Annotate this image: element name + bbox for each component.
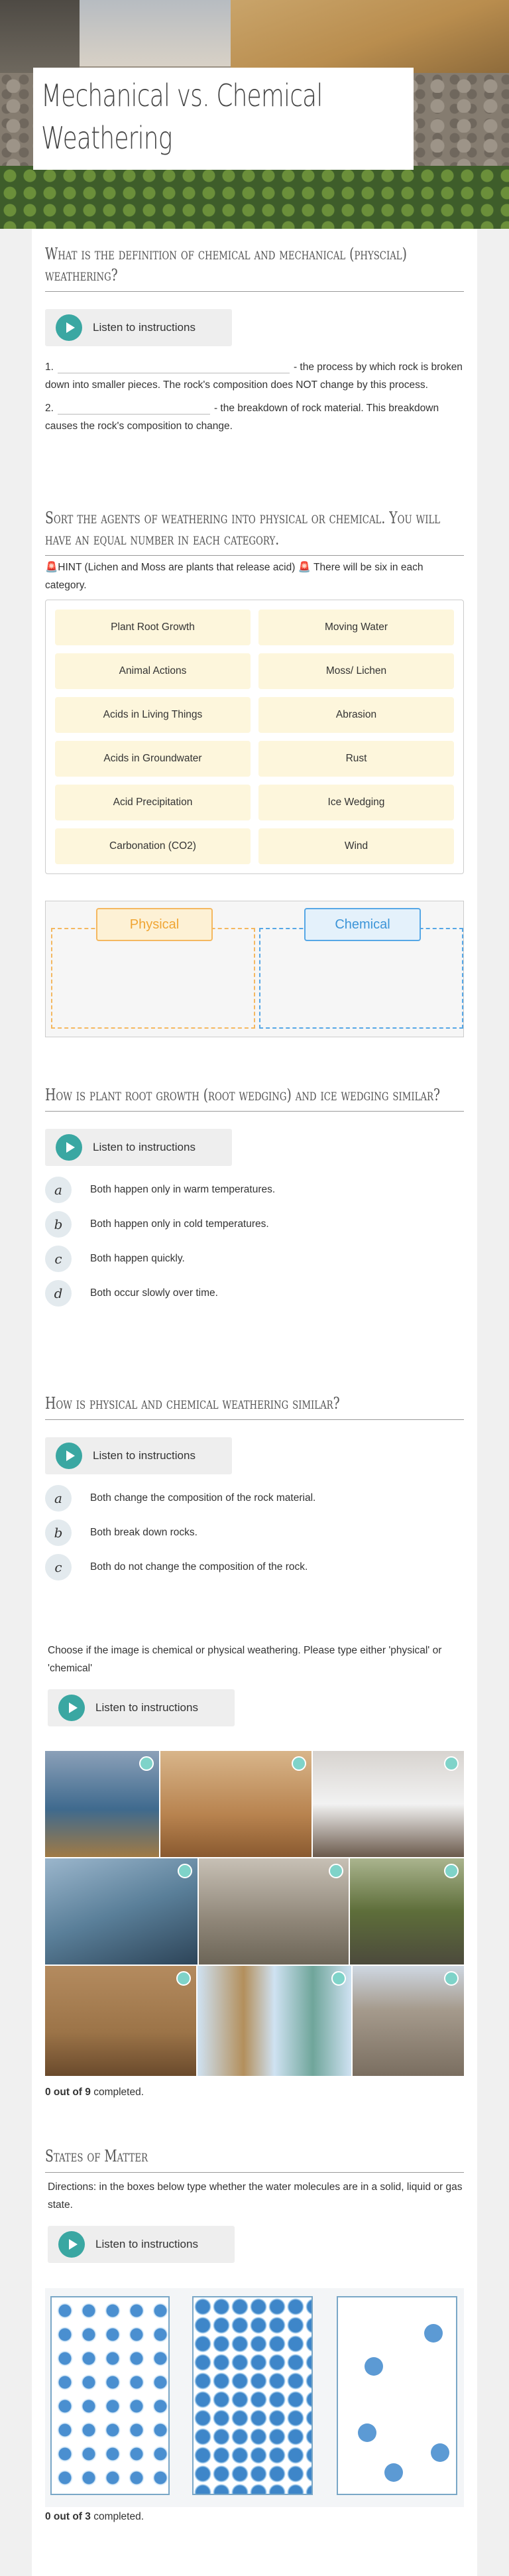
question-title: Sort the agents of weathering into physical or chemical. You will have an equal number in each category.	[45, 509, 441, 548]
weathering-image-grid	[45, 1751, 464, 2083]
image-progress: 0 out of 9 completed.	[45, 2087, 144, 2098]
sort-chip[interactable]: Acids in Living Things	[55, 697, 251, 733]
question-title: What is the definition of chemical and mechanical (physcial) weathering?	[45, 245, 407, 285]
sort-bins	[45, 901, 464, 1037]
choice-option[interactable]: c Both happen quickly.	[45, 1246, 464, 1272]
water-molecule-icon	[365, 2357, 383, 2376]
fill-blank-2: 2. - the breakdown of rock material. This breakdown causes the rock's composition to change.	[45, 403, 439, 432]
hotspot-icon[interactable]	[444, 1971, 459, 1986]
question-sort	[45, 507, 464, 1037]
blank-input-2[interactable]	[58, 403, 210, 415]
listen-button[interactable]: Listen to instructions	[45, 1437, 232, 1474]
listen-button[interactable]: Listen to instructions	[48, 1689, 235, 1726]
water-molecule-icon	[424, 2324, 443, 2343]
sort-chip[interactable]: Ice Wedging	[258, 785, 454, 820]
listen-button[interactable]: Listen to instructions	[48, 2226, 235, 2263]
play-icon	[56, 1134, 82, 1161]
pebble-beach-image	[353, 1966, 464, 2076]
glacier-image	[45, 1858, 198, 1964]
instructions-text: Directions: in the boxes below type whether the water molecules are in a solid, liquid or gas state.	[48, 2181, 463, 2211]
snowy-statue-image	[313, 1751, 464, 1857]
states-progress: 0 out of 3 completed.	[45, 2511, 144, 2522]
play-icon	[56, 1443, 82, 1469]
choice-list	[45, 1177, 464, 1307]
hotspot-icon[interactable]	[444, 1864, 459, 1878]
sort-chip[interactable]: Wind	[258, 828, 454, 864]
worksheet-card	[32, 229, 477, 2576]
sort-chip[interactable]: Moss/ Lichen	[258, 653, 454, 689]
choice-option[interactable]: a Both happen only in warm temperatures.	[45, 1177, 464, 1203]
hint-text: 🚨HINT (Lichen and Moss are plants that release acid) 🚨 There will be six in each category.	[45, 562, 424, 591]
chemical-bin-label: Chemical	[304, 908, 421, 941]
choice-option[interactable]: d Both occur slowly over time.	[45, 1280, 464, 1307]
play-icon	[58, 1695, 85, 1721]
burrowing-animal-image	[45, 1966, 196, 2076]
question-title: States of Matter	[45, 2147, 148, 2165]
sort-chip[interactable]: Carbonation (CO2)	[55, 828, 251, 864]
sort-chip[interactable]: Acids in Groundwater	[55, 741, 251, 777]
sort-items-bank	[45, 600, 464, 874]
gas-molecules-box[interactable]	[337, 2296, 457, 2495]
question-definition	[45, 243, 464, 435]
choice-option[interactable]: b Both break down rocks.	[45, 1519, 464, 1546]
header-banner-image	[0, 0, 509, 229]
question-root-ice	[45, 1084, 464, 1315]
fill-blank-1: 1. - the process by which rock is broken down into smaller pieces. The rock's composition does NOT change by this process.	[45, 361, 463, 391]
sort-chip[interactable]: Plant Root Growth	[55, 610, 251, 645]
choice-option[interactable]: c Both do not change the composition of the rock.	[45, 1554, 464, 1580]
play-icon	[56, 314, 82, 341]
listen-button[interactable]: Listen to instructions	[45, 309, 232, 346]
hotspot-icon[interactable]	[176, 1971, 191, 1986]
dust-storm-image	[160, 1751, 311, 1857]
split-rock-image	[199, 1858, 349, 1964]
page-title: Mechanical vs. Chemical Weathering	[41, 78, 323, 156]
water-molecule-icon	[431, 2443, 449, 2462]
listen-button[interactable]: Listen to instructions	[45, 1129, 232, 1166]
hotspot-icon[interactable]	[292, 1756, 306, 1771]
choice-list	[45, 1485, 464, 1580]
instructions-text: Choose if the image is chemical or physical weathering. Please type either 'physical' or 'chemical'	[48, 1645, 442, 1674]
hotspot-icon[interactable]	[331, 1971, 346, 1986]
physical-drop-zone[interactable]	[51, 928, 255, 1029]
question-similar	[45, 1393, 464, 1588]
sea-arch-image	[45, 1751, 159, 1857]
choice-option[interactable]: b Both happen only in cold temperatures.	[45, 1211, 464, 1238]
liquid-molecules-box[interactable]	[192, 2296, 313, 2495]
question-title: How is plant root growth (root wedging) and ice wedging similar?	[45, 1086, 440, 1104]
sort-chip[interactable]: Acid Precipitation	[55, 785, 251, 820]
hotspot-icon[interactable]	[329, 1864, 343, 1878]
chemical-drop-zone[interactable]	[259, 928, 463, 1029]
sort-chip[interactable]: Animal Actions	[55, 653, 251, 689]
play-icon	[58, 2231, 85, 2258]
sort-chip[interactable]: Moving Water	[258, 610, 454, 645]
solid-molecules-box[interactable]	[50, 2296, 170, 2495]
question-title: How is physical and chemical weathering similar?	[45, 1394, 340, 1413]
choice-option[interactable]: a Both change the composition of the rock material.	[45, 1485, 464, 1512]
tree-roots-image	[350, 1858, 464, 1964]
hotspot-icon[interactable]	[444, 1756, 459, 1771]
sort-chip[interactable]: Abrasion	[258, 697, 454, 733]
hotspot-icon[interactable]	[139, 1756, 154, 1771]
question-image-labeling	[45, 1642, 464, 1726]
hotspot-icon[interactable]	[178, 1864, 192, 1878]
statue-of-liberty-image	[198, 1966, 351, 2076]
sort-chip[interactable]: Rust	[258, 741, 454, 777]
question-states-of-matter	[45, 2146, 464, 2263]
water-molecule-icon	[384, 2463, 403, 2482]
states-image-panel	[45, 2288, 464, 2507]
water-molecule-icon	[358, 2423, 376, 2442]
title-box	[33, 68, 414, 170]
physical-bin-label: Physical	[96, 908, 213, 941]
blank-input-1[interactable]	[58, 361, 290, 373]
